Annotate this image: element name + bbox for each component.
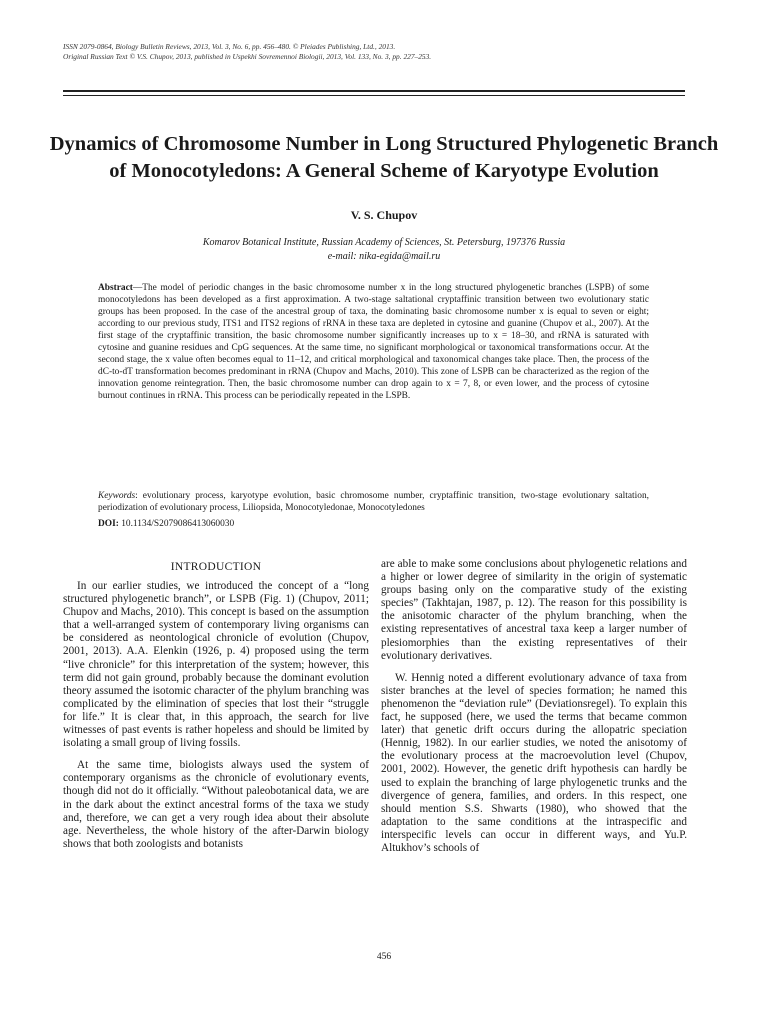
journal-header bbox=[63, 42, 703, 62]
journal-header-line-1: ISSN 2079-0864, Biology Bulletin Reviews, 2013, Vol. 3, No. 6, pp. 456–480. © Pleiades Publishing, Ltd., 2013. bbox=[63, 42, 396, 51]
body-column-right bbox=[381, 558, 687, 864]
page-number: 456 bbox=[376, 952, 392, 962]
affiliation: Komarov Botanical Institute, Russian Academy of Sciences, St. Petersburg, 197376 Russia bbox=[202, 237, 566, 248]
keywords-text: : evolutionary process, karyotype evolution, basic chromosome number, cryptaffinic transition, two-stage evolutionary saltation, periodization of evolutionary process, Liliopsida, Monocotyledonae, Monocotyledones bbox=[98, 491, 649, 513]
section-heading: INTRODUCTION bbox=[170, 561, 262, 573]
body-paragraph: are able to make some conclusions about phylogenetic relations and a higher or lower degree of similarity in the origin of systematic groups basing only on the comparative study of the existing species” (Takhtajan, 1987, p. 12). The reason for this possibility is the anisotomic character of the phylum branching, when the existing representatives of ancestral taxa keep a larger number of plesiomorphies than the existing representatives of their evolutionary derivatives. bbox=[381, 558, 687, 662]
article-title: Dynamics of Chromosome Number in Long Structured Phylogenetic Branch of Monocotyledons: A General Scheme of Karyotype Evolution bbox=[49, 133, 719, 182]
body-paragraph: In our earlier studies, we introduced the concept of a “long structured phylogenetic branch”, or LSPB (Fig. 1) (Chupov, 2011; Chupov and Machs, 2010). This concept is based on the assumption that a well-arranged system of contemporary living organisms can be considered as neontological chronicle of evolution (Chupov, 2001, 2013). A.A. Elenkin (1926, p. 4) proposed using the term “live chronicle” for this interpretation of the system; however, this term did not gain ground, probably because the dominant evolution theory assumed the isotomic character of the phylum branching was complicated by the elimination of species that lost their “struggle for life.” It is clear that, in this approach, the search for live witnesses of past events is rather hopeless and should be limited by isolating a small group of living fossils. bbox=[63, 580, 369, 750]
doi bbox=[98, 518, 649, 530]
keywords-label: Keywords bbox=[98, 491, 136, 501]
doi-value: 10.1134/S2079086413060030 bbox=[118, 519, 235, 529]
abstract-text: —The model of periodic changes in the basic chromosome number x in the long structured phylogenetic branches (LSPB) of some monocotyledons has been developed as a first approximation. A two-stage saltational cryptaffinic transition between two evolutionary static groups has been proposed. In the case of the ancestral group of taxa, the dominating basic chromosome number x is equal to seven or eight; according to our previous study, ITS1 and ITS2 regions of rRNA in these taxa are depleted in cytosine and guanine (Chupov et al., 2007). At the first stage of the cryptaffinic transition, the basic chromosome number significantly increases up to x = 18–30, and rRNA is saturated with cytosine and guanine residues and CpG sequences. At the same time, no significant morphological or taxonomical transformations occur. At the second stage, the x value often becomes equal to 11–12, and critical morphological and taxonomical changes take place. Then, the process of the dC-to-dT transformation becomes predominant in rRNA (Chupov and Machs, 2010). This zone of LSPB can be characterized as the region of the innovation genome reintegration. Then, the basic chromosome number can drop again to x = 7, 8, or even lower, and the process of cytosine burnout continues in rRNA. This process can be periodically repeated in the LSPB. bbox=[98, 283, 649, 401]
header-rule-thin bbox=[63, 95, 685, 96]
author-name: V. S. Chupov bbox=[350, 208, 418, 222]
abstract-label: Abstract bbox=[98, 283, 133, 293]
body-paragraph: W. Hennig noted a different evolutionary advance of taxa from sister branches at the level of species formation; he named this phenomenon the “deviation rule” (Deviationsregel). To explain this fact, he supposed (here, we used the terms that became common later) that genetic drift occurs during the allopatric speciation (Hennig, 1982). In our earlier studies, we noted the anisotomy of the evolutionary process at the macroevolution level (Chupov, 2001, 2002). However, the genetic drift hypothesis can hardly be used to explain the branching of large phylogenetic trunks and the divergence of genera, families, and orders. In this respect, one should mention S.S. Shwarts (1980), who showed that the adaptation to the same conditions at the intraspecific and interspecific levels can occur in different ways, and Yu.P. Altukhov’s schools of bbox=[381, 671, 687, 854]
body-paragraph: At the same time, biologists always used the system of contemporary organisms as the chronicle of evolutionary events, though did not do it officially. “Without paleobotanical data, we are in the dark about the extinct ancestral forms of the taxa we study and, therefore, we can get a very rough idea about their absolute age. Nevertheless, the whole history of the after-Darwin biology shows that both zoologists and botanists bbox=[63, 759, 369, 850]
journal-header-line-2: Original Russian Text © V.S. Chupov, 2013, published in Uspekhi Sovremennoi Biologii, 2013, Vol. 133, No. 3, pp. 227–253. bbox=[63, 52, 432, 61]
body-column-left bbox=[63, 558, 369, 860]
keywords bbox=[98, 490, 649, 514]
author-email: e-mail: nika-egida@mail.ru bbox=[327, 251, 441, 262]
doi-label: DOI: bbox=[98, 519, 119, 529]
affiliation-block bbox=[0, 236, 768, 264]
header-rule-thick bbox=[63, 90, 685, 92]
abstract bbox=[98, 282, 649, 402]
